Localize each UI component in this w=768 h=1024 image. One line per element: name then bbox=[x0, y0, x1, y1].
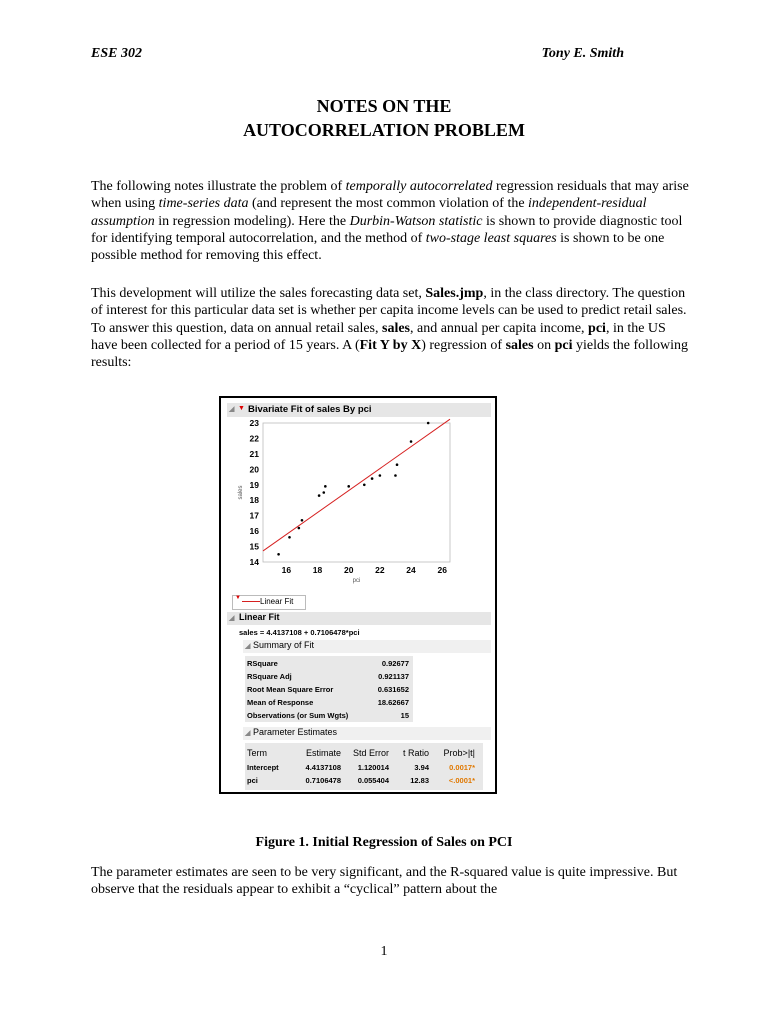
y-tick-label: 22 bbox=[249, 433, 259, 444]
summary-value: 18.62667 bbox=[377, 698, 409, 707]
data-point bbox=[277, 553, 280, 556]
summary-value: 0.92677 bbox=[381, 659, 409, 668]
summary-label: RSquare Adj bbox=[247, 672, 292, 681]
summary-label: Observations (or Sum Wgts) bbox=[247, 711, 349, 720]
summary-value: 15 bbox=[400, 711, 409, 720]
data-point bbox=[371, 477, 374, 480]
fit-equation: sales = 4.4137108 + 0.7106478*pci bbox=[239, 628, 360, 637]
data-point bbox=[410, 440, 413, 443]
col-header-term: Term bbox=[247, 747, 267, 758]
course-code: ESE 302 bbox=[91, 46, 142, 61]
y-tick-label: 20 bbox=[249, 464, 259, 475]
y-tick-label: 17 bbox=[249, 510, 259, 521]
col-header-prob: Prob>|t| bbox=[443, 747, 475, 758]
param-prob: 0.0017* bbox=[449, 763, 475, 772]
table-row bbox=[247, 761, 475, 774]
x-tick-label: 24 bbox=[406, 565, 416, 575]
red-triangle-menu-icon[interactable]: ▼ bbox=[238, 405, 245, 412]
bivariate-title-bar bbox=[227, 403, 491, 417]
data-point bbox=[363, 483, 366, 486]
parameter-estimates-bar bbox=[243, 727, 491, 740]
summary-label: Mean of Response bbox=[247, 698, 314, 707]
y-tick-label: 23 bbox=[249, 418, 259, 428]
discussion-paragraph: The parameter estimates are seen to be very significant, and the R-squared value is quite impressive. But observe that the residuals appear to exhibit a “cyclical” pattern about the bbox=[91, 865, 678, 898]
legend-line-swatch bbox=[242, 601, 260, 602]
data-paragraph: This development will utilize the sales forecasting data set, Sales.jmp, in the class directory. The question of interest for this particular data set is whether per capita income levels can be used to predict retail sales. To answer this question, data on annual retail sales, sales, and annual per capita income, pci, in the US have been collected for a period of 15 years. A (Fit Y by X) regression of sales on pci yields the following results: bbox=[91, 286, 688, 371]
data-point bbox=[396, 463, 399, 466]
intro-paragraph: The following notes illustrate the problem of temporally autocorrelated regression residuals that may arise when using time-series data (and represent the most common violation of the independent-residual assumption in regression modeling). Here the Durbin-Watson statistic is shown to provide diagnostic tool for identifying temporal autocorrelation, and the method of two-stage least squares is shown to be one possible method for removing this effect. bbox=[91, 179, 689, 264]
x-axis bbox=[282, 565, 448, 575]
table-row bbox=[247, 774, 475, 787]
param-tratio: 3.94 bbox=[414, 763, 429, 772]
data-point bbox=[347, 485, 350, 488]
legend-label: Linear Fit bbox=[260, 597, 294, 606]
disclosure-icon[interactable]: ◢ bbox=[229, 615, 235, 622]
x-tick-label: 16 bbox=[281, 565, 292, 575]
x-tick-label: 26 bbox=[437, 565, 447, 575]
x-tick-label: 22 bbox=[375, 565, 385, 575]
col-header-estimate: Estimate bbox=[305, 747, 341, 758]
title-line-1: NOTES ON THE bbox=[316, 96, 452, 116]
summary-of-fit-bar bbox=[243, 640, 491, 653]
data-point bbox=[301, 519, 304, 522]
data-point bbox=[394, 474, 397, 477]
param-tratio: 12.83 bbox=[410, 776, 429, 785]
author-name: Tony E. Smith bbox=[541, 46, 624, 61]
summary-of-fit-heading: Summary of Fit bbox=[253, 640, 315, 650]
y-tick-label: 18 bbox=[249, 495, 259, 506]
params-table bbox=[247, 744, 475, 787]
legend-menu-icon[interactable]: ▼ bbox=[235, 595, 241, 601]
summary-label: Root Mean Square Error bbox=[247, 685, 334, 694]
legend bbox=[232, 595, 306, 610]
x-tick-label: 20 bbox=[343, 565, 354, 575]
disclosure-icon[interactable]: ◢ bbox=[229, 406, 235, 413]
param-estimate: 0.7106478 bbox=[305, 776, 341, 785]
y-tick-label: 21 bbox=[249, 448, 259, 459]
param-term: pci bbox=[247, 776, 258, 785]
jmp-output-figure bbox=[219, 396, 497, 794]
data-point bbox=[322, 491, 325, 494]
linear-fit-heading: Linear Fit bbox=[239, 612, 280, 622]
param-prob: <.0001* bbox=[448, 776, 475, 785]
parameter-estimates-heading: Parameter Estimates bbox=[253, 727, 338, 737]
page-number: 1 bbox=[380, 944, 388, 959]
summary-table bbox=[247, 657, 409, 722]
param-stderr: 0.055404 bbox=[357, 776, 389, 785]
summary-value: 0.631652 bbox=[377, 685, 409, 694]
y-tick-label: 16 bbox=[249, 526, 259, 537]
figure-caption: Figure 1. Initial Regression of Sales on PCI bbox=[255, 835, 513, 850]
disclosure-icon[interactable]: ◢ bbox=[245, 730, 251, 737]
disclosure-icon[interactable]: ◢ bbox=[245, 643, 251, 650]
data-point bbox=[324, 485, 327, 488]
y-tick-label: 15 bbox=[249, 541, 259, 552]
plot-area bbox=[263, 423, 450, 562]
summary-label: RSquare bbox=[247, 659, 278, 668]
col-header-stderr: Std Error bbox=[352, 747, 389, 758]
x-axis-label: pci bbox=[352, 578, 361, 584]
data-point bbox=[298, 527, 301, 530]
data-point bbox=[318, 494, 321, 497]
param-estimate: 4.4137108 bbox=[305, 763, 341, 772]
scatter-plot bbox=[221, 417, 495, 587]
param-stderr: 1.120014 bbox=[357, 763, 389, 772]
summary-value: 0.921137 bbox=[378, 672, 409, 681]
col-header-tratio: t Ratio bbox=[402, 747, 429, 758]
param-term: Intercept bbox=[247, 763, 279, 772]
data-point bbox=[379, 474, 382, 477]
data-point bbox=[427, 422, 430, 425]
bivariate-title: Bivariate Fit of sales By pci bbox=[248, 404, 372, 415]
y-tick-label: 19 bbox=[249, 479, 259, 490]
y-axis bbox=[250, 418, 260, 567]
y-tick-label: 14 bbox=[249, 557, 259, 567]
linear-fit-bar bbox=[227, 612, 491, 625]
data-point bbox=[288, 536, 291, 539]
x-tick-label: 18 bbox=[312, 565, 323, 575]
y-axis-label: sales bbox=[238, 485, 244, 500]
title-line-2: AUTOCORRELATION PROBLEM bbox=[243, 120, 525, 140]
